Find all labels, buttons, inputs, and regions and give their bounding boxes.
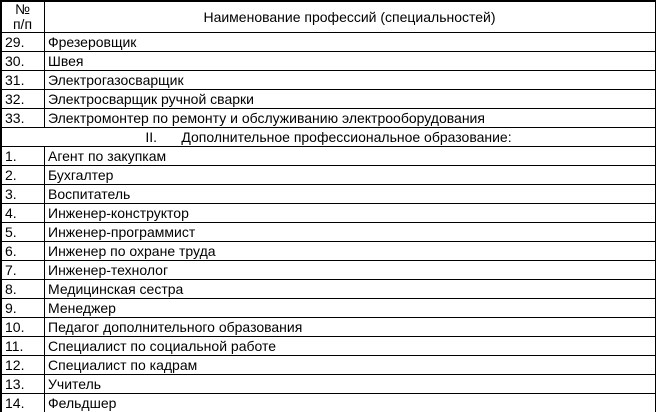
table-row — [2, 299, 656, 318]
row-profession: Фельдшер — [45, 394, 656, 412]
section-heading-row — [2, 128, 656, 147]
row-number: 33. — [2, 109, 45, 128]
table-row — [2, 166, 656, 185]
row-profession: Инженер-технолог — [45, 261, 656, 280]
table-row — [2, 33, 656, 52]
column-header-name: Наименование профессий (специальностей) — [45, 2, 656, 33]
table-row — [2, 185, 656, 204]
row-profession: Специалист по кадрам — [45, 356, 656, 375]
row-profession: Воспитатель — [45, 185, 656, 204]
row-profession: Инженер по охране труда — [45, 242, 656, 261]
table-row — [2, 375, 656, 394]
table-row — [2, 394, 656, 412]
row-number: 4. — [2, 204, 45, 223]
row-profession: Электрогазосварщик — [45, 71, 656, 90]
table-row — [2, 223, 656, 242]
row-number: 11. — [2, 337, 45, 356]
table-row — [2, 90, 656, 109]
table-row — [2, 280, 656, 299]
row-profession: Инженер-конструктор — [45, 204, 656, 223]
row-profession: Агент по закупкам — [45, 147, 656, 166]
row-profession: Фрезеровщик — [45, 33, 656, 52]
section-heading — [2, 128, 656, 147]
row-number: 3. — [2, 185, 45, 204]
table-row — [2, 356, 656, 375]
row-number: 10. — [2, 318, 45, 337]
row-number: 32. — [2, 90, 45, 109]
table-header-row — [2, 2, 656, 33]
column-header-number-line1: № — [14, 1, 31, 17]
row-number: 7. — [2, 261, 45, 280]
table-row — [2, 147, 656, 166]
professions-table — [1, 1, 656, 412]
column-header-number — [2, 2, 45, 33]
row-number: 13. — [2, 375, 45, 394]
row-profession: Инженер-программист — [45, 223, 656, 242]
table-row — [2, 52, 656, 71]
row-profession: Специалист по социальной работе — [45, 337, 656, 356]
row-number: 8. — [2, 280, 45, 299]
row-profession: Электросварщик ручной сварки — [45, 90, 656, 109]
table-row — [2, 242, 656, 261]
row-profession: Менеджер — [45, 299, 656, 318]
column-header-number-line2: п/п — [12, 16, 33, 32]
row-number: 2. — [2, 166, 45, 185]
row-number: 9. — [2, 299, 45, 318]
row-number: 12. — [2, 356, 45, 375]
row-profession: Учитель — [45, 375, 656, 394]
table-row — [2, 71, 656, 90]
row-profession: Медицинская сестра — [45, 280, 656, 299]
table-row — [2, 261, 656, 280]
row-number: 6. — [2, 242, 45, 261]
row-profession: Электромонтер по ремонту и обслуживанию электрооборудования — [45, 109, 656, 128]
section-number: II. — [145, 129, 158, 145]
table-row — [2, 337, 656, 356]
table-row — [2, 109, 656, 128]
row-number: 30. — [2, 52, 45, 71]
row-profession: Швея — [45, 52, 656, 71]
table-row — [2, 318, 656, 337]
row-number: 1. — [2, 147, 45, 166]
row-number: 31. — [2, 71, 45, 90]
row-number: 14. — [2, 394, 45, 412]
row-profession: Педагог дополнительного образования — [45, 318, 656, 337]
row-number: 5. — [2, 223, 45, 242]
section-title: Дополнительное профессиональное образование: — [181, 129, 512, 145]
table-row — [2, 204, 656, 223]
row-number: 29. — [2, 33, 45, 52]
row-profession: Бухгалтер — [45, 166, 656, 185]
